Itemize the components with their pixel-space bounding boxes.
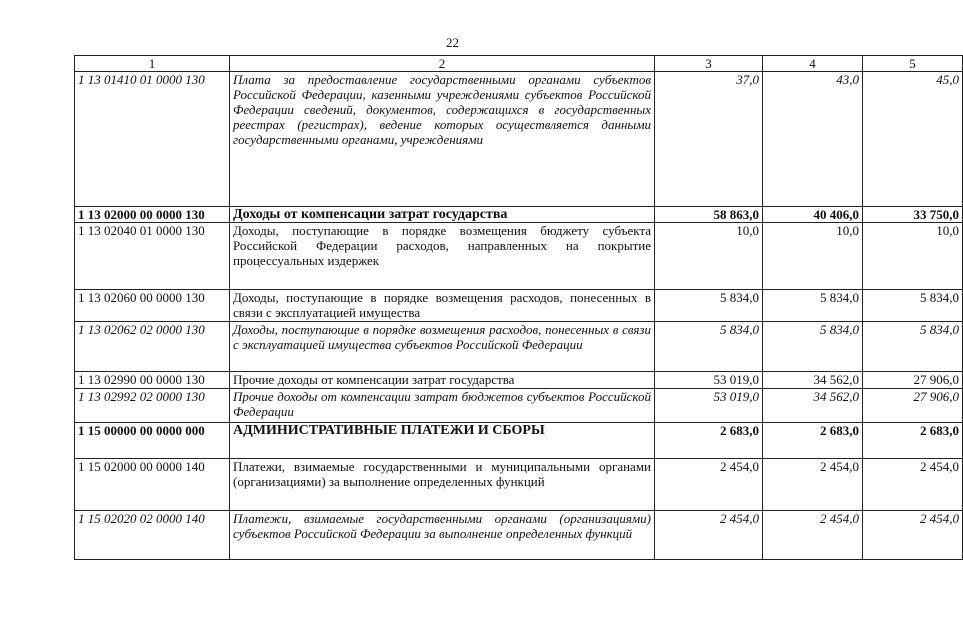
amount-cell-col3: 2 454,0 [655, 459, 763, 511]
budget-code-cell: 1 13 02062 02 0000 130 [75, 322, 230, 372]
income-name-cell: Платежи, взимаемые государственными органами (организациями) субъектов Российской Федерации за выполнение определенных функций [230, 511, 655, 560]
amount-cell-col5: 33 750,0 [863, 207, 963, 223]
income-name-cell: Доходы от компенсации затрат государства [230, 207, 655, 223]
amount-cell-col4: 43,0 [763, 72, 863, 207]
amount-cell-col3: 2 683,0 [655, 423, 763, 459]
amount-cell-col3: 2 454,0 [655, 511, 763, 560]
amount-cell-col4: 34 562,0 [763, 372, 863, 389]
amount-cell-col3: 5 834,0 [655, 290, 763, 322]
amount-cell-col5: 10,0 [863, 223, 963, 290]
table-row [75, 72, 963, 207]
budget-code-cell: 1 15 00000 00 0000 000 [75, 423, 230, 459]
amount-cell-col3: 5 834,0 [655, 322, 763, 372]
budget-table [74, 55, 963, 560]
income-name-cell: Платежи, взимаемые государственными и муниципальными органами (организациями) за выполнение определенных функций [230, 459, 655, 511]
amount-cell-col5: 27 906,0 [863, 389, 963, 423]
table-row [75, 207, 963, 223]
budget-code-cell: 1 15 02000 00 0000 140 [75, 459, 230, 511]
amount-cell-col3: 53 019,0 [655, 389, 763, 423]
amount-cell-col5: 27 906,0 [863, 372, 963, 389]
budget-code-cell: 1 15 02020 02 0000 140 [75, 511, 230, 560]
budget-code-cell: 1 13 01410 01 0000 130 [75, 72, 230, 207]
amount-cell-col4: 40 406,0 [763, 207, 863, 223]
amount-cell-col4: 2 454,0 [763, 511, 863, 560]
income-name-cell: Прочие доходы от компенсации затрат бюджетов субъектов Российской Федерации [230, 389, 655, 423]
column-header: 5 [863, 56, 963, 72]
table-row [75, 372, 963, 389]
income-name-cell: АДМИНИСТРАТИВНЫЕ ПЛАТЕЖИ И СБОРЫ [230, 423, 655, 459]
page-number: 22 [446, 35, 459, 50]
amount-cell-col4: 34 562,0 [763, 389, 863, 423]
income-name-cell: Плата за предоставление государственными органами субъектов Российской Федерации, казенными учреждениями субъектов Российской Федерации сведений, документов, содержащихся в государственных реестрах (регистрах), ведение которых осуществляется данными государственными органами, учреждениями [230, 72, 655, 207]
budget-code-cell: 1 13 02040 01 0000 130 [75, 223, 230, 290]
table-row [75, 322, 963, 372]
table-header-row [75, 56, 963, 72]
budget-code-cell: 1 13 02992 02 0000 130 [75, 389, 230, 423]
amount-cell-col5: 2 454,0 [863, 511, 963, 560]
amount-cell-col3: 37,0 [655, 72, 763, 207]
income-name-cell: Доходы, поступающие в порядке возмещения расходов, понесенных в связи с эксплуатацией имущества [230, 290, 655, 322]
amount-cell-col3: 10,0 [655, 223, 763, 290]
amount-cell-col4: 2 454,0 [763, 459, 863, 511]
amount-cell-col3: 53 019,0 [655, 372, 763, 389]
table-row [75, 423, 963, 459]
column-header: 2 [230, 56, 655, 72]
table-row [75, 511, 963, 560]
income-name-cell: Прочие доходы от компенсации затрат государства [230, 372, 655, 389]
amount-cell-col5: 2 454,0 [863, 459, 963, 511]
amount-cell-col5: 2 683,0 [863, 423, 963, 459]
budget-code-cell: 1 13 02000 00 0000 130 [75, 207, 230, 223]
table-row [75, 223, 963, 290]
amount-cell-col5: 5 834,0 [863, 290, 963, 322]
column-header: 3 [655, 56, 763, 72]
table-row [75, 290, 963, 322]
table-row [75, 389, 963, 423]
amount-cell-col4: 5 834,0 [763, 290, 863, 322]
amount-cell-col4: 2 683,0 [763, 423, 863, 459]
column-header: 1 [75, 56, 230, 72]
column-header: 4 [763, 56, 863, 72]
income-name-cell: Доходы, поступающие в порядке возмещения бюджету субъекта Российской Федерации расходов, направленных на покрытие процессуальных издержек [230, 223, 655, 290]
table-row [75, 459, 963, 511]
income-name-cell: Доходы, поступающие в порядке возмещения расходов, понесенных в связи с эксплуатацией имущества субъектов Российской Федерации [230, 322, 655, 372]
budget-code-cell: 1 13 02060 00 0000 130 [75, 290, 230, 322]
amount-cell-col3: 58 863,0 [655, 207, 763, 223]
amount-cell-col5: 5 834,0 [863, 322, 963, 372]
budget-code-cell: 1 13 02990 00 0000 130 [75, 372, 230, 389]
amount-cell-col4: 10,0 [763, 223, 863, 290]
amount-cell-col4: 5 834,0 [763, 322, 863, 372]
amount-cell-col5: 45,0 [863, 72, 963, 207]
